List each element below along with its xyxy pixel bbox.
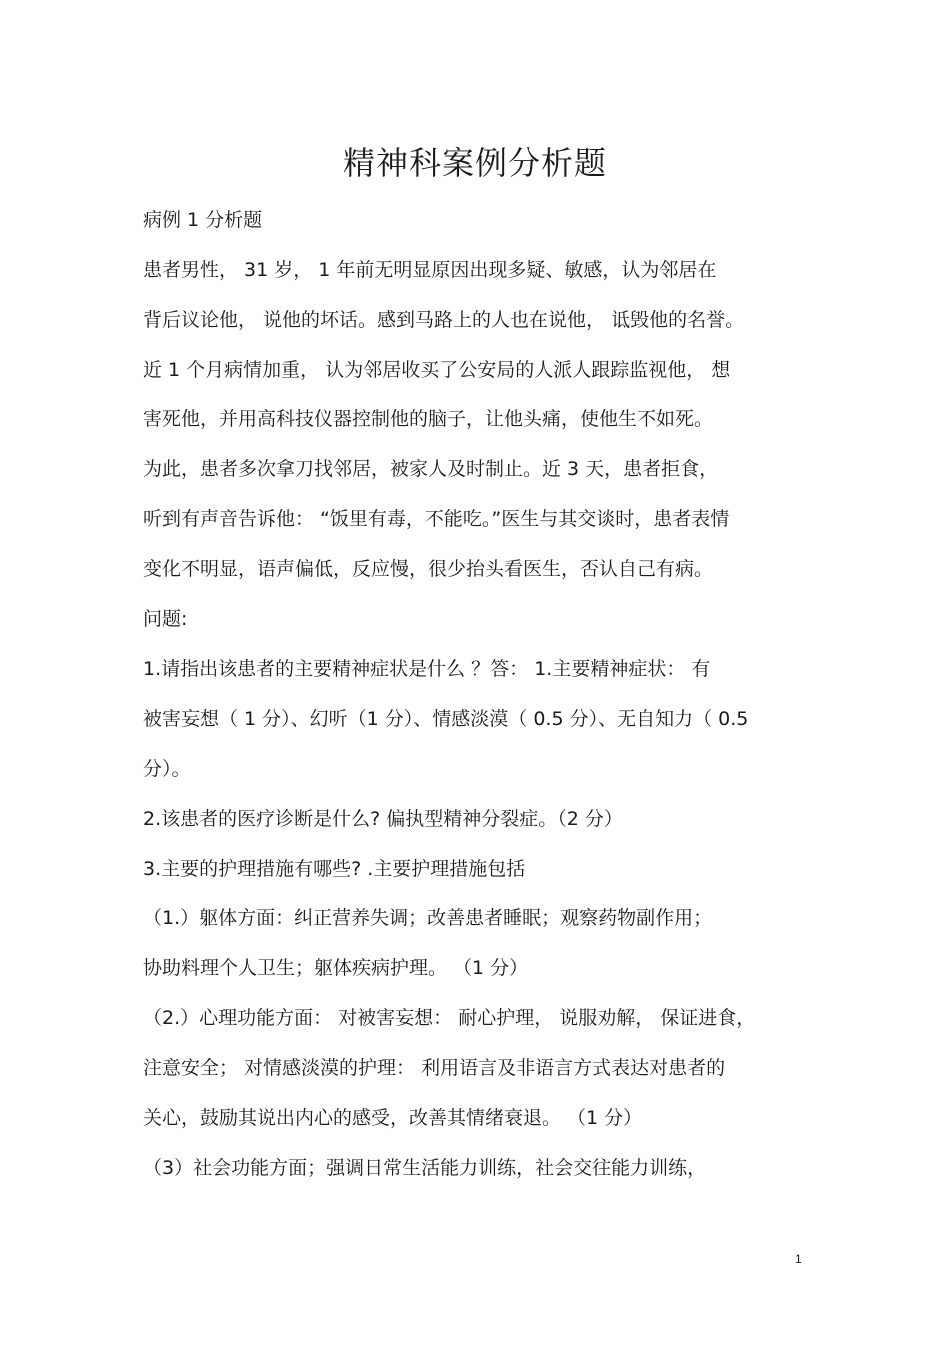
case-heading: 病例 1 分析题 <box>143 209 263 231</box>
paragraph-line: 听到有声音告诉他： “饭里有毒，不能吃。”医生与其交谈时，患者表情 <box>143 508 730 530</box>
document-title: 精神科案例分析题 <box>342 144 607 182</box>
paragraph-line: 变化不明显，语声偏低，反应慢，很少抬头看医生，否认自己有病。 <box>143 558 714 580</box>
answer-line: （3）社会功能方面；强调日常生活能力训练，社会交往能力训练， <box>143 1157 707 1179</box>
question-line: 1.请指出该患者的主要精神症状是什么 ？答： 1.主要精神症状： 有 <box>143 658 711 680</box>
paragraph-line: 患者男性， 31 岁， 1 年前无明显原因出现多疑、敏感，认为邻居在 <box>143 259 717 281</box>
answer-line: 被害妄想（ 1 分）、幻听（1 分）、情感淡漠（ 0.5 分）、无自知力（ 0.5 <box>143 708 749 730</box>
paragraph-line: 近 1 个月病情加重， 认为邻居收买了公安局的人派人跟踪监视他， 想 <box>143 359 731 381</box>
answer-line: （1.）躯体方面：纠正营养失调；改善患者睡眠；观察药物副作用； <box>143 907 713 929</box>
paragraph-line: 害死他，并用高科技仪器控制他的脑子，让他头痛，使他生不如死。 <box>143 408 714 430</box>
answer-line: 关心，鼓励其说出内心的感受，改善其情绪衰退。 （1 分） <box>143 1107 643 1129</box>
answer-line: （2.）心理功能方面： 对被害妄想： 耐心护理， 说服劝解， 保证进食， <box>143 1007 756 1029</box>
paragraph-line: 背后议论他， 说他的坏话。感到马路上的人也在说他， 诋毁他的名誉。 <box>143 309 745 331</box>
answer-line: 协助料理个人卫生；躯体疾病护理。 （1 分） <box>143 957 529 979</box>
page-number: 1 <box>795 1252 802 1266</box>
answer-line: 注意安全； 对情感淡漠的护理： 利用语言及非语言方式表达对患者的 <box>143 1057 726 1079</box>
answer-line: 分）。 <box>143 758 191 780</box>
paragraph-line: 为此，患者多次拿刀找邻居，被家人及时制止。近 3 天，患者拒食， <box>143 458 719 480</box>
questions-heading: 问题: <box>143 608 188 630</box>
question-line: 2.该患者的医疗诊断是什么? 偏执型精神分裂症。（2 分） <box>143 808 623 830</box>
question-line: 3.主要的护理措施有哪些? .主要护理措施包括 <box>143 858 526 880</box>
